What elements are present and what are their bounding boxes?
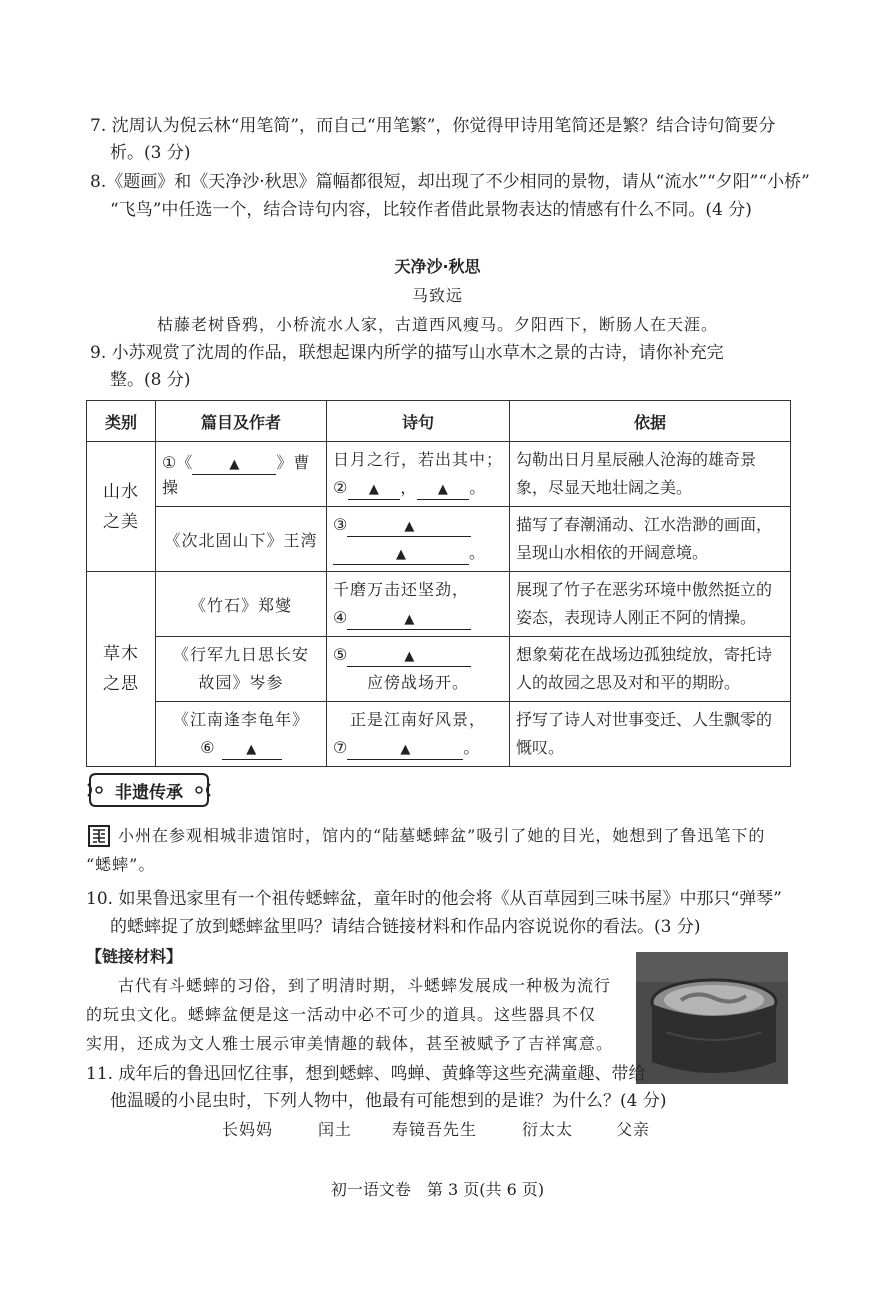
work-cell [156,442,327,507]
banner-title: 非遗传承 [115,783,183,803]
table-row [87,702,791,767]
verse-blank-line: ⑦ ▲ 。 [333,734,503,762]
blank-5[interactable]: ▲ [347,646,471,667]
question-8-line2: “飞鸟”中任选一个，结合诗句内容，比较作者借此景物表达的情感有什么不同。(4 分) [110,200,752,220]
verse-blank-line: ▲ 。 [333,539,503,567]
verse-cell [327,572,510,637]
basis-cell: 描写了春潮涌动、江水浩渺的画面，呈现山水相依的开阔意境。 [510,507,791,572]
verse-line: 千磨万击还坚劲， [333,580,470,599]
work-cell: 《次北固山下》王湾 [156,507,327,572]
header-basis: 依据 [510,401,791,442]
verse-line: 日月之行，若出其中； [333,450,504,469]
question-11-line1: 11. 成年后的鲁迅回忆往事，想到蟋蟀、鸣蝉、黄蜂等这些充满童趣、带给 [86,1064,646,1084]
basis-cell: 勾勒出日月星辰融人沧海的雄奇景象，尽显天地壮阔之美。 [510,442,791,507]
cricket-pot-photo [636,952,788,1084]
poem-author: 马致远 [411,286,463,305]
option-item: 闰土 [318,1120,353,1139]
seal-icon [88,825,110,847]
verse-line: 正是江南好风景， [350,710,487,729]
verse-blank-line: ④ ▲ [333,604,503,632]
blank-3b[interactable]: ▲ [333,544,469,565]
blank-7[interactable]: ▲ [347,739,463,760]
basis-cell: 想象菊花在战场边孤独绽放，寄托诗人的故园之思及对和平的期盼。 [510,637,791,702]
category-cell [87,572,156,767]
verse-blank-line: ⑤ ▲ [333,641,503,669]
work-line: 《行军九日思长安 [172,645,309,664]
verse-cell [327,507,510,572]
category-cell [87,442,156,572]
intro-line1: 小州在参观相城非遗馆时，馆内的“陆墓蟋蟀盆”吸引了她的目光，她想到了鲁迅笔下的 [118,826,766,845]
basis-cell: 展现了竹子在恶劣环境中傲然挺立的姿态，表现诗人刚正不阿的情操。 [510,572,791,637]
cricket-pot-image [636,952,788,1084]
question-9-line2: 整。(8 分) [110,370,191,390]
blank-2b[interactable]: ▲ [417,479,469,500]
option-item: 长妈妈 [222,1120,274,1139]
option-item: 衍太太 [522,1120,574,1139]
table-row [87,572,791,637]
work-cell [156,637,327,702]
table-row [87,637,791,702]
question-11-line2: 他温暖的小昆虫时，下列人物中，他最有可能想到的是谁？为什么？(4 分) [110,1091,667,1111]
verse-cell [327,442,510,507]
work-suffix: 》曹操 [162,453,311,497]
link-material-heading: 【链接材料】 [86,947,183,966]
work-blank-line: ⑥ ▲ [162,734,320,762]
work-line: 《江南逢李龟年》 [172,710,309,729]
link-line1: 古代有斗蟋蟀的习俗，到了明清时期，斗蟋蟀发展成一种极为流行 [118,976,612,995]
option-item: 寿镜吾先生 [392,1120,478,1139]
question-7-line2: 析。(3 分) [110,143,191,163]
poem-table [86,400,791,767]
question-8-line1: 8.《题画》和《天净沙·秋思》篇幅都很短，却出现了不少相同的景物，请从“流水”“夕阳”“小桥” [90,172,810,192]
option-item: 父亲 [616,1120,651,1139]
blank-1[interactable]: ▲ [192,454,276,475]
verse-cell [327,637,510,702]
question-10-line2: 的蟋蟀捉了放到蟋蟀盆里吗？请结合链接材料和作品内容说说你的看法。(3 分) [110,917,701,937]
category-label: 山水之美 [103,481,139,532]
verse-cell [327,702,510,767]
basis-cell: 抒写了诗人对世事变迁、人生飘零的慨叹。 [510,702,791,767]
work-line: 故园》岑参 [198,673,284,692]
blank-2a[interactable]: ▲ [348,479,400,500]
header-work: 篇目及作者 [156,401,327,442]
category-label: 草木之思 [103,644,139,694]
question-9-line1: 9. 小苏观赏了沈周的作品，联想起课内所学的描写山水草木之景的古诗，请你补充完 [90,343,724,363]
question-10-line1: 10. 如果鲁迅家里有一个祖传蟋蟀盆，童年时的他会将《从百草园到三味书屋》中那只“弹琴” [86,889,782,909]
blank-3a[interactable]: ▲ [347,516,471,537]
work-cell: 《竹石》郑燮 [156,572,327,637]
intro-line2: “蟋蟀”。 [86,855,156,874]
header-verse: 诗句 [327,401,510,442]
page-footer: 初一语文卷 第 3 页(共 6 页) [330,1180,545,1199]
link-line2: 的玩虫文化。蟋蟀盆便是这一活动中必不可少的道具。这些器具不仅 [86,1005,597,1024]
table-row [87,507,791,572]
question-7-line1: 7. 沈周认为倪云林“用笔简”，而自己“用笔繁”，你觉得甲诗用笔简还是繁？结合诗句简要分 [90,116,776,136]
blank-6[interactable]: ▲ [222,739,282,760]
verse-line: 应傍战场开。 [367,673,470,692]
verse-blank-line: ② ▲ ， ▲ 。 [333,474,503,502]
section-banner [86,770,212,810]
work-prefix: ①《 [162,453,193,472]
header-category: 类别 [87,401,156,442]
work-cell [156,702,327,767]
table-row [87,442,791,507]
table-header-row [87,401,791,442]
link-line3: 实用，还成为文人雅士展示审美情趣的载体，甚至被赋予了吉祥寓意。 [86,1034,614,1053]
poem-title: 天净沙·秋思 [394,257,481,276]
verse-blank-line: ③ ▲ [333,511,503,539]
blank-4[interactable]: ▲ [347,609,471,630]
poem-text: 枯藤老树昏鸦，小桥流水人家，古道西风瘦马。夕阳西下，断肠人在天涯。 [156,315,718,334]
